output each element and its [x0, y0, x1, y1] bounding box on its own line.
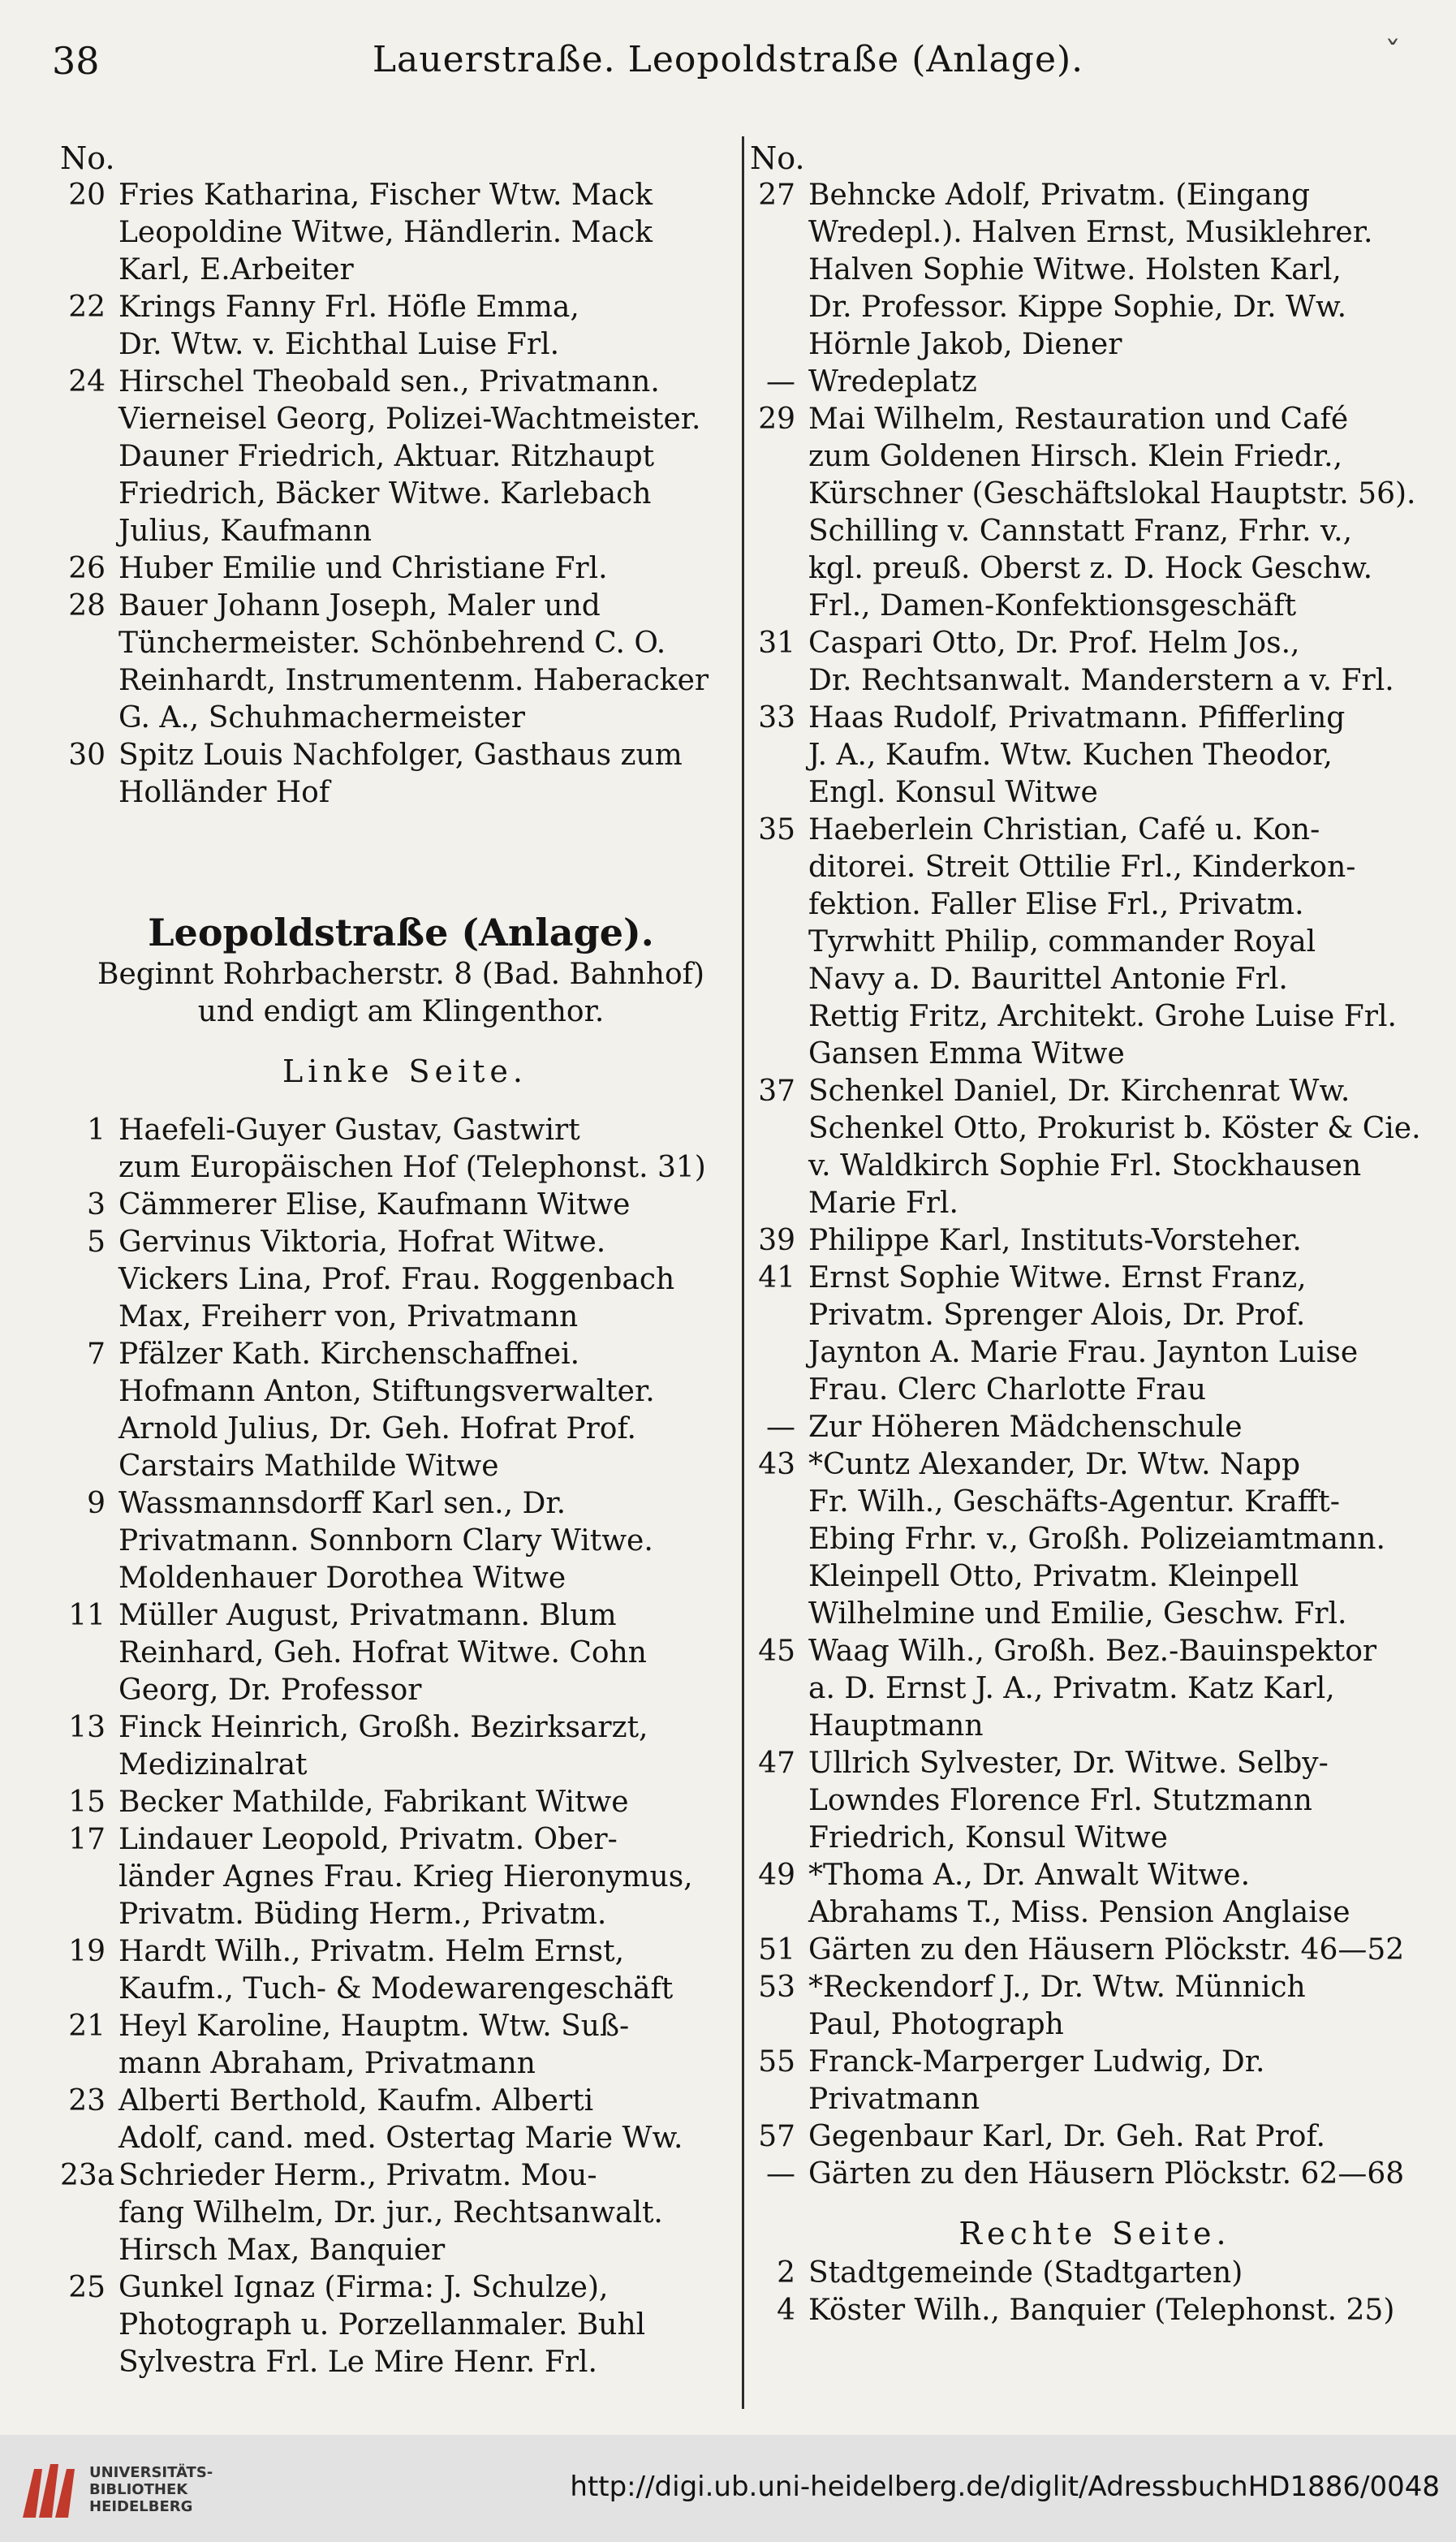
- entry-line: Privatmann. Sonnborn Clary Witwe.: [118, 1524, 653, 1558]
- right-column: [750, 140, 1421, 2329]
- entry-line: Müller August, Privatmann. Blum: [118, 1599, 617, 1632]
- entry-line: Hofmann Anton, Stiftungsverwalter.: [118, 1375, 655, 1408]
- running-title: Lauerstraße. Leopoldstraße (Anlage).: [372, 39, 1084, 80]
- directory-entry: [60, 1336, 726, 1485]
- house-number: —: [766, 1411, 795, 1444]
- entry-line: Fr. Wilh., Geschäfts-Agentur. Krafft-: [808, 1485, 1340, 1519]
- entry-line: Hirsch Max, Banquier: [118, 2234, 446, 2267]
- entry-line: Moldenhauer Dorothea Witwe: [118, 1562, 566, 1595]
- house-number: 2: [777, 2256, 795, 2290]
- house-number: 17: [68, 1823, 106, 1856]
- directory-entry: [60, 2269, 726, 2381]
- entry-line: J. A., Kaufm. Wtw. Kuchen Theodor,: [808, 739, 1333, 772]
- house-number: 41: [758, 1261, 795, 1295]
- entry-line: Photograph u. Porzellanmaler. Buhl: [118, 2308, 646, 2342]
- entry-line: zum Goldenen Hirsch. Klein Friedr.,: [808, 440, 1343, 473]
- directory-entry: [60, 588, 726, 737]
- entry-line: Tyrwhitt Philip, commander Royal: [808, 925, 1316, 959]
- directory-entry: [750, 812, 1415, 1073]
- entry-line: Pfälzer Kath. Kirchenschaffnei.: [118, 1338, 580, 1371]
- entry-line: Kleinpell Otto, Privatm. Kleinpell: [808, 1560, 1299, 1593]
- directory-entry: [60, 1485, 726, 1597]
- directory-entry: [750, 1633, 1415, 1745]
- entry-line: Leopoldine Witwe, Händlerin. Mack: [118, 216, 653, 249]
- entry-line: Kürschner (Geschäftslokal Hauptstr. 56).: [808, 477, 1416, 511]
- directory-entry: [60, 289, 726, 364]
- spacer: [60, 1031, 726, 1050]
- entry-line: länder Agnes Frau. Krieg Hieronymus,: [118, 1860, 693, 1894]
- directory-entry: [750, 177, 1415, 364]
- source-url-link[interactable]: http://digi.ub.uni-heidelberg.de/diglit/AdressbuchHD1886/0048: [570, 2471, 1440, 2503]
- entry-line: Caspari Otto, Dr. Prof. Helm Jos.,: [808, 627, 1300, 660]
- entry-line: Marie Frl.: [808, 1187, 958, 1220]
- entry-line: Hirschel Theobald sen., Privatmann.: [118, 365, 660, 399]
- house-number: 35: [758, 813, 795, 847]
- entry-line: Ullrich Sylvester, Dr. Witwe. Selby-: [808, 1747, 1329, 1780]
- side-title-right: Rechte Seite.: [958, 2216, 1231, 2251]
- entry-line: Wredeplatz: [808, 365, 977, 399]
- entry-line: Navy a. D. Baurittel Antonie Frl.: [808, 963, 1288, 996]
- section-subtitle-line: und endigt am Klingenthor.: [197, 995, 605, 1028]
- directory-entry: [750, 2044, 1415, 2118]
- entry-line: Vierneisel Georg, Polizei-Wachtmeister.: [118, 403, 701, 436]
- entry-line: Friedrich, Konsul Witwe: [808, 1821, 1168, 1855]
- directory-entry: [60, 550, 726, 588]
- entry-line: fektion. Faller Elise Frl., Privatm.: [808, 888, 1304, 921]
- entry-line: Reinhardt, Instrumentenm. Haberacker: [118, 664, 709, 697]
- house-number: 23: [68, 2084, 106, 2118]
- house-number: 39: [758, 1224, 795, 1257]
- directory-entry: [60, 1933, 726, 2008]
- entry-line: Max, Freiherr von, Privatmann: [118, 1300, 579, 1333]
- entry-line: Hörnle Jakob, Diener: [808, 328, 1122, 361]
- house-number: 11: [68, 1599, 106, 1632]
- house-number: 19: [68, 1935, 106, 1968]
- entry-line: Mai Wilhelm, Restauration und Café: [808, 403, 1349, 436]
- logo-line: BIBLIOTHEK: [89, 2481, 188, 2498]
- house-number: —: [766, 2157, 795, 2191]
- house-number: 33: [758, 701, 795, 735]
- entry-line: G. A., Schuhmachermeister: [118, 701, 525, 735]
- entry-line: Frau. Clerc Charlotte Frau: [808, 1373, 1207, 1407]
- entry-line: Cämmerer Elise, Kaufmann Witwe: [118, 1188, 631, 1221]
- entry-line: Gansen Emma Witwe: [808, 1037, 1125, 1071]
- library-seal-icon: [15, 2453, 80, 2524]
- entry-line: Privatm. Büding Herm., Privatm.: [118, 1898, 607, 1931]
- entry-line: Paul, Photograph: [808, 2008, 1064, 2041]
- entry-line: Haeberlein Christian, Café u. Kon-: [808, 813, 1320, 847]
- left-column: [60, 140, 726, 2381]
- entry-line: Halven Sophie Witwe. Holsten Karl,: [808, 253, 1342, 287]
- entry-line: Krings Fanny Frl. Höfle Emma,: [118, 291, 579, 324]
- directory-entry: [750, 2118, 1415, 2156]
- entry-line: Zur Höheren Mädchenschule: [808, 1411, 1243, 1444]
- section-subtitle-line: Beginnt Rohrbacherstr. 8 (Bad. Bahnhof): [97, 958, 704, 991]
- entry-line: Engl. Konsul Witwe: [808, 776, 1098, 809]
- directory-entry: [60, 1821, 726, 1933]
- house-number: —: [766, 365, 795, 399]
- entry-line: Medizinalrat: [118, 1748, 308, 1782]
- right-entries-rechte-seite: [750, 2255, 1415, 2329]
- entry-line: Dr. Professor. Kippe Sophie, Dr. Ww.: [808, 291, 1347, 324]
- directory-entry: [60, 737, 726, 812]
- entry-line: Georg, Dr. Professor: [118, 1674, 422, 1707]
- entry-line: Finck Heinrich, Großh. Bezirksarzt,: [118, 1711, 648, 1744]
- entry-line: Hauptmann: [808, 1709, 984, 1743]
- library-logo[interactable]: [15, 2453, 242, 2524]
- entry-line: Haefeli-Guyer Gustav, Gastwirt: [118, 1114, 580, 1147]
- spacer: [750, 2193, 1415, 2212]
- entry-line: Schrieder Herm., Privatm. Mou-: [118, 2159, 597, 2192]
- entry-line: Friedrich, Bäcker Witwe. Karlebach: [118, 477, 652, 511]
- entry-line: Gärten zu den Häusern Plöckstr. 62—68: [808, 2157, 1405, 2191]
- entry-line: Gervinus Viktoria, Hofrat Witwe.: [118, 1226, 606, 1259]
- entry-line: Alberti Berthold, Kaufm. Alberti: [118, 2084, 594, 2118]
- entry-line: Hardt Wilh., Privatm. Helm Ernst,: [118, 1935, 625, 1968]
- directory-entry: [750, 364, 1415, 401]
- entry-line: Karl, E.Arbeiter: [118, 253, 354, 287]
- directory-entry: [750, 700, 1415, 812]
- directory-entry: [750, 2255, 1415, 2292]
- house-number: 51: [758, 1933, 795, 1967]
- entry-line: fang Wilhelm, Dr. jur., Rechtsanwalt.: [118, 2196, 663, 2230]
- house-number: 55: [758, 2045, 795, 2079]
- house-number: 21: [68, 2010, 106, 2043]
- logo-line: UNIVERSITÄTS-: [89, 2464, 213, 2481]
- house-number: 9: [87, 1487, 106, 1520]
- entry-line: Ebing Frhr. v., Großh. Polizeiamtmann.: [808, 1523, 1385, 1556]
- directory-entry: [60, 2157, 726, 2269]
- entry-line: Haas Rudolf, Privatmann. Pfifferling: [808, 701, 1346, 735]
- right-entries-lauerstrasse: [750, 177, 1421, 2193]
- house-number: 25: [68, 2271, 106, 2304]
- entry-line: Vickers Lina, Prof. Frau. Roggenbach: [118, 1263, 675, 1296]
- column-divider: [742, 136, 744, 2409]
- entry-line: Holländer Hof: [118, 776, 330, 809]
- entry-line: Bauer Johann Joseph, Maler und: [118, 589, 601, 623]
- directory-entry: [750, 1745, 1415, 1857]
- entry-line: Julius, Kaufmann: [118, 515, 373, 548]
- entry-line: Ernst Sophie Witwe. Ernst Franz,: [808, 1261, 1307, 1295]
- column-head: No.: [750, 140, 805, 176]
- entry-line: Gunkel Ignaz (Firma: J. Schulze),: [118, 2271, 609, 2304]
- spacer: [60, 812, 726, 909]
- house-number: 1: [87, 1114, 106, 1147]
- house-number: 30: [68, 739, 106, 772]
- house-number: 29: [758, 403, 795, 436]
- footer-bar: [0, 2435, 1456, 2542]
- entry-line: Wilhelmine und Emilie, Geschw. Frl.: [808, 1597, 1347, 1631]
- entry-line: Becker Mathilde, Fabrikant Witwe: [118, 1786, 629, 1819]
- house-number: 27: [758, 179, 795, 212]
- entry-line: Schenkel Otto, Prokurist b. Köster & Cie.: [808, 1112, 1421, 1145]
- entry-line: Wredepl.). Halven Ernst, Musiklehrer.: [808, 216, 1373, 249]
- entry-line: Schenkel Daniel, Dr. Kirchenrat Ww.: [808, 1075, 1350, 1108]
- entry-line: a. D. Ernst J. A., Privatm. Katz Karl,: [808, 1672, 1335, 1705]
- entry-line: Carstairs Mathilde Witwe: [118, 1450, 499, 1483]
- house-number: 49: [758, 1859, 795, 1892]
- page-number: 38: [52, 39, 100, 83]
- left-entries-linke-seite: [60, 1112, 726, 2381]
- entry-line: Rettig Fritz, Architekt. Grohe Luise Frl.: [808, 1000, 1397, 1033]
- entry-line: Jaynton A. Marie Frau. Jaynton Luise: [808, 1336, 1359, 1369]
- entry-line: *Cuntz Alexander, Dr. Wtw. Napp: [808, 1448, 1301, 1481]
- entry-line: Schilling v. Cannstatt Franz, Frhr. v.,: [808, 515, 1353, 548]
- entry-line: Fries Katharina, Fischer Wtw. Mack: [118, 179, 653, 212]
- house-number: 26: [68, 552, 106, 585]
- entry-line: Huber Emilie und Christiane Frl.: [118, 552, 608, 585]
- directory-entry: [750, 2292, 1415, 2329]
- directory-entry: [750, 2156, 1415, 2193]
- side-title-left: Linke Seite.: [282, 1053, 528, 1089]
- entry-line: Franck-Marperger Ludwig, Dr.: [808, 2045, 1265, 2079]
- entry-line: Dauner Friedrich, Aktuar. Ritzhaupt: [118, 440, 655, 473]
- house-number: 31: [758, 627, 795, 660]
- directory-entry: [60, 364, 726, 550]
- house-number: 47: [758, 1747, 795, 1780]
- directory-entry: [60, 1187, 726, 1224]
- entry-line: Lindauer Leopold, Privatm. Ober-: [118, 1823, 618, 1856]
- house-number: 4: [777, 2294, 795, 2327]
- entry-line: Gegenbaur Karl, Dr. Geh. Rat Prof.: [808, 2120, 1325, 2153]
- directory-entry: [60, 1597, 726, 1709]
- house-number: 43: [758, 1448, 795, 1481]
- house-number: 37: [758, 1075, 795, 1108]
- entry-line: Abrahams T., Miss. Pension Anglaise: [808, 1896, 1350, 1929]
- entry-line: Privatm. Sprenger Alois, Dr. Prof.: [808, 1299, 1306, 1332]
- logo-line: HEIDELBERG: [89, 2498, 193, 2515]
- house-number: 7: [87, 1338, 106, 1371]
- directory-entry: [60, 1784, 726, 1821]
- entry-line: Wassmannsdorff Karl sen., Dr.: [118, 1487, 566, 1520]
- entry-line: Heyl Karoline, Hauptm. Wtw. Suß-: [118, 2010, 630, 2043]
- directory-entry: [750, 1073, 1421, 1222]
- directory-entry: [60, 1112, 726, 1187]
- entry-line: *Reckendorf J., Dr. Wtw. Münnich: [808, 1971, 1306, 2004]
- house-number: 45: [758, 1635, 795, 1668]
- header-mark: ˇ: [1385, 36, 1401, 73]
- directory-entry: [750, 1969, 1415, 2044]
- section-title: Leopoldstraße (Anlage).: [148, 911, 654, 954]
- entry-line: v. Waldkirch Sophie Frl. Stockhausen: [808, 1149, 1362, 1183]
- house-number: 13: [68, 1711, 106, 1744]
- directory-entry: [750, 401, 1415, 625]
- entry-line: Frl., Damen-Konfektionsgeschäft: [808, 589, 1297, 623]
- house-number: 24: [68, 365, 106, 399]
- entry-line: Dr. Wtw. v. Eichthal Luise Frl.: [118, 328, 560, 361]
- directory-entry: [60, 177, 726, 289]
- house-number: 5: [87, 1226, 106, 1259]
- entry-line: Tünchermeister. Schönbehrend C. O.: [118, 627, 666, 660]
- library-name: [89, 2464, 213, 2515]
- directory-entry: [750, 1446, 1415, 1633]
- house-number: 23a: [60, 2159, 115, 2192]
- house-number: 22: [68, 291, 106, 324]
- entry-line: kgl. preuß. Oberst z. D. Hock Geschw.: [808, 552, 1373, 585]
- entry-line: ditorei. Streit Ottilie Frl., Kinderkon-: [808, 851, 1356, 884]
- entry-line: zum Europäischen Hof (Telephonst. 31): [118, 1151, 706, 1184]
- directory-entry: [750, 1932, 1415, 1969]
- entry-line: Köster Wilh., Banquier (Telephonst. 25): [808, 2294, 1395, 2327]
- directory-entry: [750, 1409, 1415, 1446]
- house-number: 20: [68, 179, 106, 212]
- entry-line: Gärten zu den Häusern Plöckstr. 46—52: [808, 1933, 1405, 1967]
- left-entries-lauerstrasse: [60, 177, 726, 812]
- entry-line: Waag Wilh., Großh. Bez.-Bauinspektor: [808, 1635, 1377, 1668]
- entry-line: Lowndes Florence Frl. Stutzmann: [808, 1784, 1312, 1817]
- entry-line: Dr. Rechtsanwalt. Manderstern a v. Frl.: [808, 664, 1394, 697]
- entry-line: Arnold Julius, Dr. Geh. Hofrat Prof.: [118, 1412, 636, 1445]
- entry-line: Reinhard, Geh. Hofrat Witwe. Cohn: [118, 1636, 647, 1670]
- entry-line: *Thoma A., Dr. Anwalt Witwe.: [808, 1859, 1251, 1892]
- house-number: 57: [758, 2120, 795, 2153]
- entry-line: Privatmann: [808, 2083, 980, 2116]
- house-number: 53: [758, 1971, 795, 2004]
- directory-entry: [60, 2083, 726, 2157]
- entry-line: mann Abraham, Privatmann: [118, 2047, 536, 2080]
- house-number: 28: [68, 589, 106, 623]
- directory-entry: [60, 1709, 726, 1784]
- spacer: [60, 1092, 726, 1112]
- house-number: 3: [87, 1188, 106, 1221]
- directory-entry: [750, 1222, 1415, 1260]
- house-number: 15: [68, 1786, 106, 1819]
- directory-entry: [750, 1260, 1415, 1409]
- page-header: [49, 31, 1407, 96]
- entry-line: Philippe Karl, Instituts-Vorsteher.: [808, 1224, 1302, 1257]
- entry-line: Spitz Louis Nachfolger, Gasthaus zum: [118, 739, 683, 772]
- directory-entry: [750, 1857, 1415, 1932]
- entry-line: Kaufm., Tuch- & Modewarengeschäft: [118, 1972, 674, 2006]
- directory-entry: [60, 1224, 726, 1336]
- entry-line: Sylvestra Frl. Le Mire Henr. Frl.: [118, 2346, 597, 2379]
- column-head: No.: [60, 140, 115, 176]
- directory-entry: [60, 2008, 726, 2083]
- directory-entry: [750, 625, 1415, 700]
- entry-line: Behncke Adolf, Privatm. (Eingang: [808, 179, 1311, 212]
- entry-line: Stadtgemeinde (Stadtgarten): [808, 2256, 1243, 2290]
- entry-line: Adolf, cand. med. Ostertag Marie Ww.: [118, 2122, 683, 2155]
